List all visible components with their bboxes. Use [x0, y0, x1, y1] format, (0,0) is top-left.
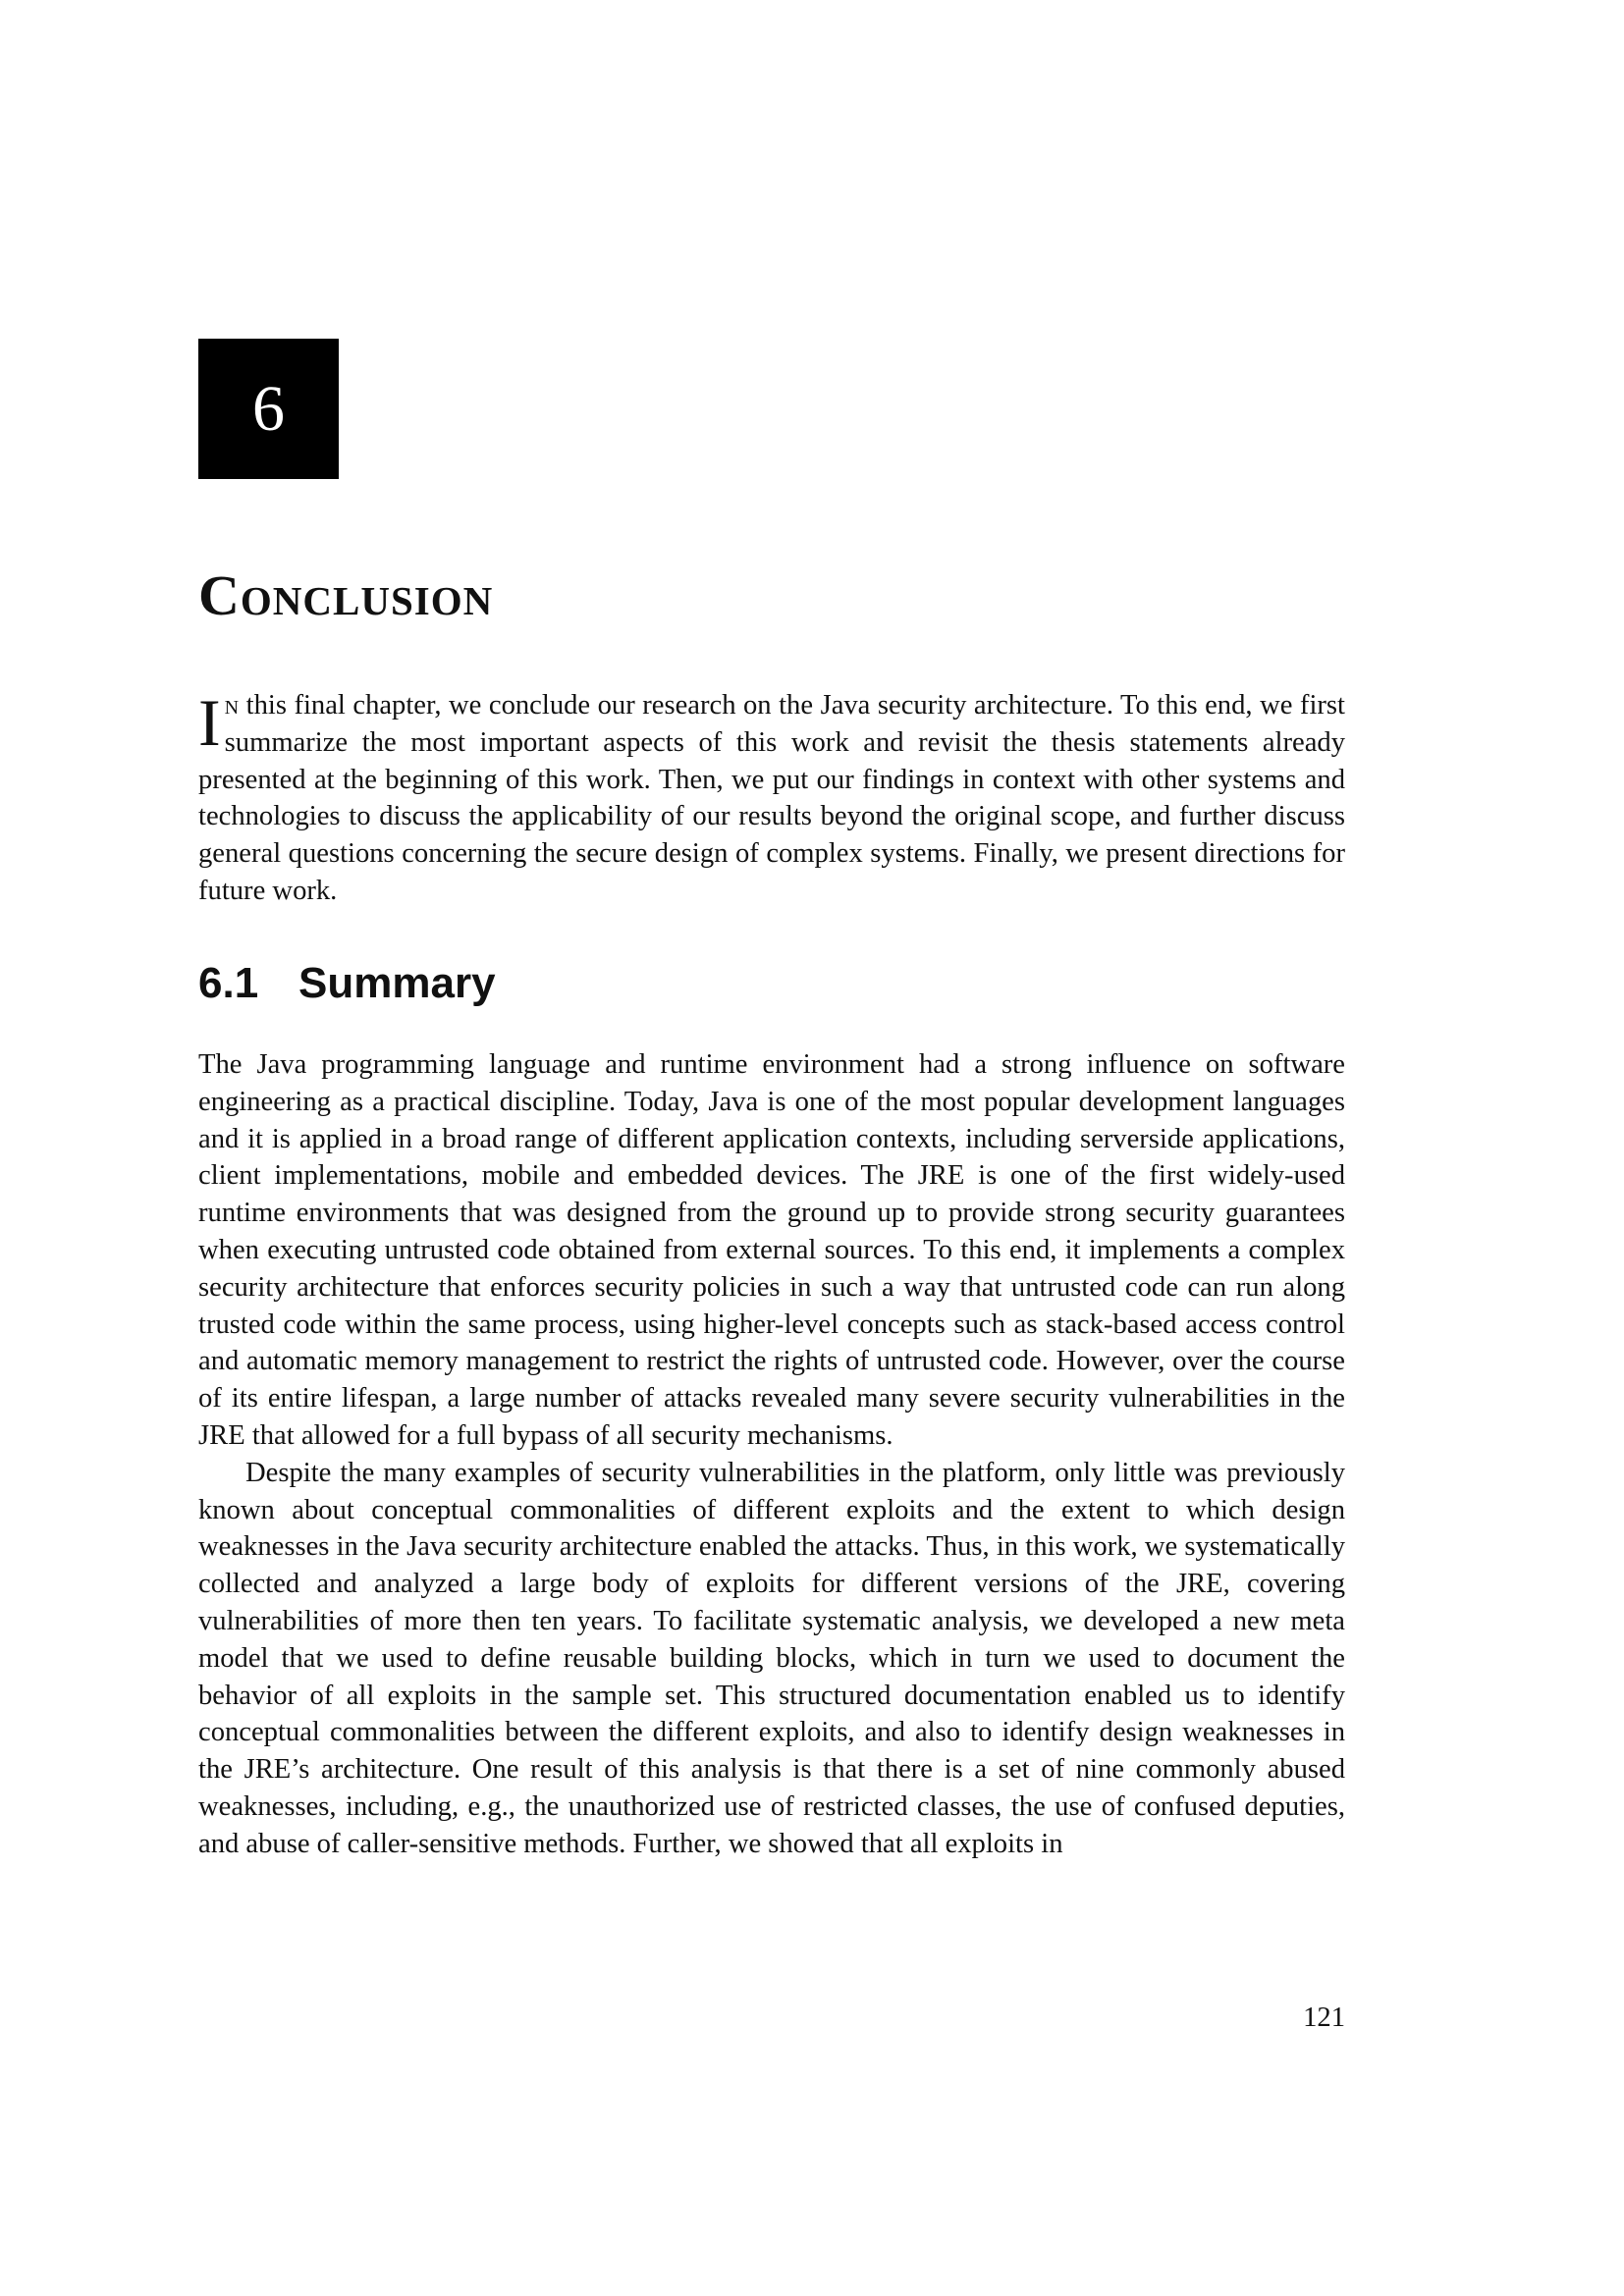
- intro-paragraph: [198, 687, 1345, 910]
- chapter-number-box: [198, 339, 339, 479]
- drop-cap-continuation: n: [224, 690, 240, 721]
- section-heading: [198, 959, 496, 1007]
- page-number: 121: [1303, 2002, 1345, 2033]
- section-number: 6.1: [198, 959, 259, 1007]
- intro-text: this final chapter, we conclude our research on the Java security architecture. To this end, we first summarize the most important aspects of this work and revisit the thesis statements already presented at the beginning of this work. Then, we put our findings in context with other systems and technologies to discuss the applicability of our results beyond the original scope, and further discuss general questions concerning the secure design of complex systems. Finally, we present directions for future work.: [198, 690, 1345, 906]
- drop-cap: I: [198, 685, 221, 760]
- chapter-intro: [198, 687, 1345, 910]
- chapter-title: Conclusion: [198, 563, 494, 627]
- body-paragraph: The Java programming language and runtime environment had a strong influence on software engineering as a practical discipline. Today, Java is one of the most popular development languages and it is applied in a broad range of different application contexts, including serverside applications, client implementations, mobile and embedded devices. The JRE is one of the first widely-used runtime environments that was designed from the ground up to provide strong security guarantees when executing untrusted code obtained from external sources. To this end, it implements a complex security architecture that enforces security policies in such a way that untrusted code can run along trusted code within the same process, using higher-level concepts such as stack-based access control and automatic memory management to restrict the rights of untrusted code. However, over the course of its entire lifespan, a large number of attacks revealed many severe security vulnerabilities in the JRE that allowed for a full bypass of all security mechanisms.: [198, 1049, 1345, 1451]
- section-body: [198, 1046, 1345, 1863]
- section-title: Summary: [298, 959, 496, 1007]
- chapter-number: 6: [252, 372, 285, 445]
- body-paragraph: Despite the many examples of security vulnerabilities in the platform, only little was previously known about conceptual commonalities of different exploits and the extent to which design weaknesses in the Java security architecture enabled the attacks. Thus, in this work, we systematically collected and analyzed a large body of exploits for different versions of the JRE, covering vulnerabilities of more then ten years. To facilitate systematic analysis, we developed a new meta model that we used to define reusable building blocks, which in turn we used to document the behavior of all exploits in the sample set. This structured documentation enabled us to identify conceptual commonalities between the different exploits, and also to identify design weaknesses in the JRE’s architecture. One result of this analysis is that there is a set of nine commonly abused weaknesses, including, e.g., the unauthorized use of restricted classes, the use of confused deputies, and abuse of caller-sensitive methods. Further, we showed that all exploits in: [198, 1457, 1345, 1859]
